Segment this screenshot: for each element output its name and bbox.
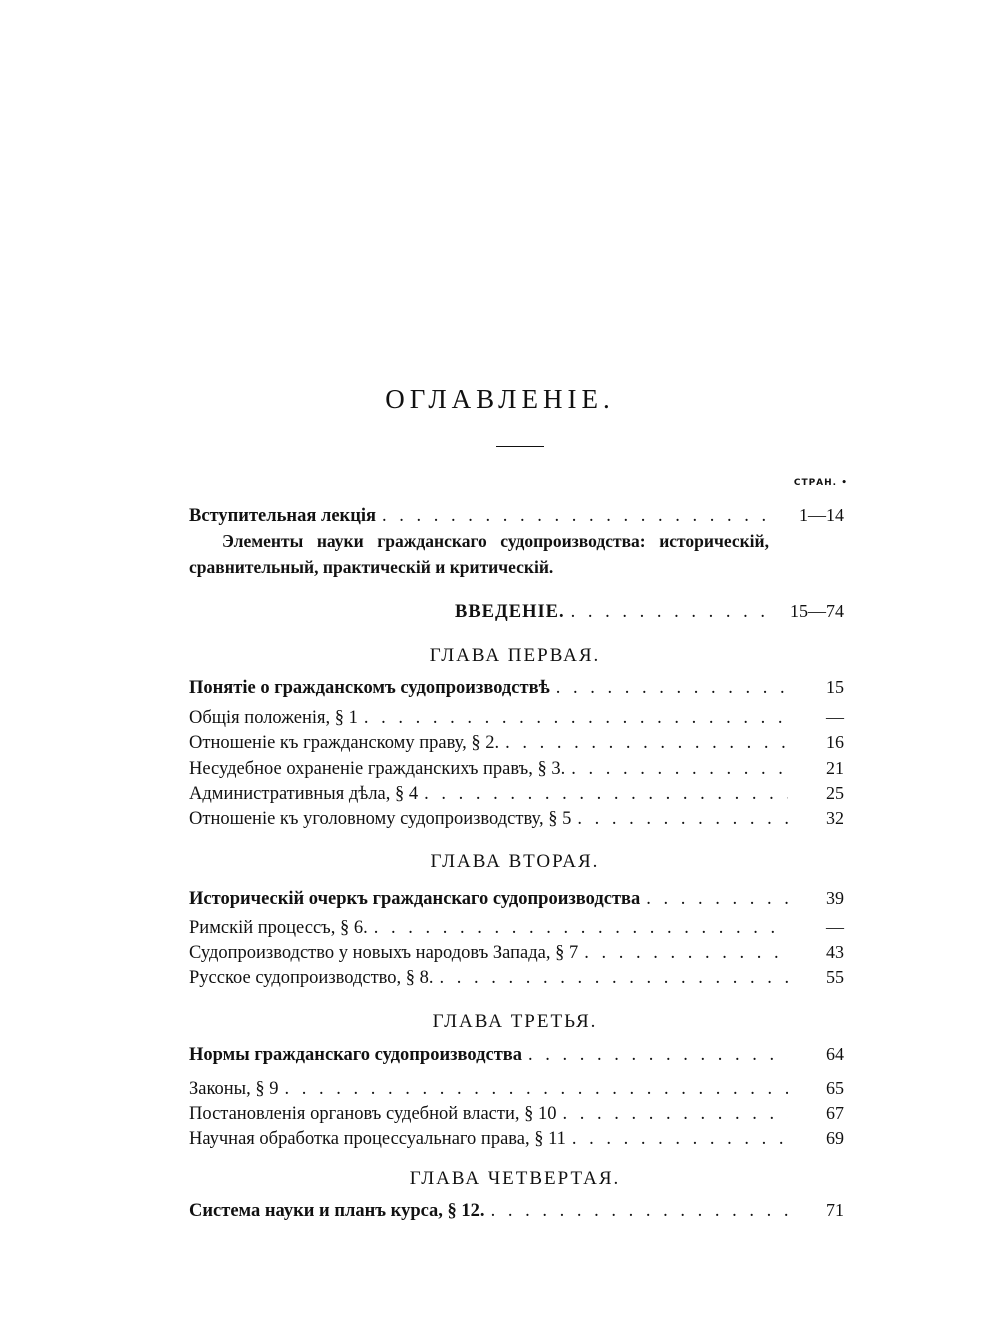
toc-entry-page: 67 — [826, 1103, 844, 1123]
chapter-heading: ГЛАВА ТРЕТЬЯ. — [432, 1011, 598, 1032]
dot-leader — [505, 733, 788, 754]
toc-entry-page: 43 — [826, 942, 844, 962]
dot-leader — [374, 918, 788, 939]
toc-entry-label: Римскій процессъ, § 6. — [189, 918, 368, 938]
chapter-heading: ГЛАВА ВТОРАЯ. — [430, 851, 600, 872]
chapter-heading: ГЛАВА ПЕРВАЯ. — [429, 645, 601, 666]
toc-entry-page: 32 — [826, 808, 844, 828]
page-column-header: СТРАН. • — [793, 478, 848, 488]
toc-entry-label: Историческій очеркъ гражданскаго судопроизводства — [189, 889, 641, 909]
toc-entry-chapter-main[interactable] — [189, 677, 844, 703]
dot-leader — [556, 678, 788, 699]
dot-leader — [364, 708, 788, 729]
toc-entry-page: 69 — [826, 1128, 844, 1148]
toc-entry-label: Законы, § 9 — [189, 1079, 279, 1099]
toc-entry-label: Отношеніе къ гражданскому праву, § 2. — [189, 733, 500, 753]
toc-entry-chapter-main[interactable] — [189, 1200, 844, 1226]
toc-entry[interactable] — [189, 917, 844, 943]
toc-entry-page: 16 — [826, 732, 844, 752]
toc-entry[interactable] — [189, 808, 844, 834]
toc-entry-page: 15—74 — [790, 601, 844, 621]
toc-entry-label: Понятіе о гражданскомъ судопроизводствѣ — [189, 678, 550, 698]
dot-leader — [528, 1045, 788, 1066]
chapter-heading: ГЛАВА ЧЕТВЕРТАЯ. — [409, 1168, 621, 1189]
dot-leader — [424, 784, 788, 805]
dot-leader — [571, 602, 774, 623]
dot-leader — [491, 1201, 788, 1222]
toc-entry[interactable] — [189, 783, 844, 809]
title-divider — [496, 446, 544, 447]
dot-leader — [572, 1129, 788, 1150]
toc-entry[interactable] — [189, 967, 844, 993]
toc-entry[interactable] — [189, 1128, 844, 1154]
toc-entry[interactable] — [189, 707, 844, 733]
toc-entry-label: Постановленія органовъ судебной власти, § 10 — [189, 1104, 557, 1124]
toc-entry-introduction[interactable] — [455, 601, 844, 627]
toc-entry-label: Научная обработка процессуальнаго права, § 11 — [189, 1129, 566, 1149]
toc-entry-label: Общія положенія, § 1 — [189, 708, 358, 728]
toc-entry-label: Административныя дѣла, § 4 — [189, 784, 419, 804]
dot-leader — [571, 759, 788, 780]
toc-entry-page: 65 — [826, 1078, 844, 1098]
toc-entry-label: Вступительная лекція — [189, 506, 377, 526]
page-title: ОГЛАВЛЕНІЕ. — [385, 384, 615, 414]
toc-entry-chapter-main[interactable] — [189, 1044, 844, 1070]
toc-entry-label: ВВЕДЕНІЕ. — [455, 602, 565, 622]
dot-leader — [646, 889, 788, 910]
toc-entry-page: 1—14 — [799, 505, 844, 525]
toc-entry-label: Отношеніе къ уголовному судопроизводству, § 5 — [189, 809, 572, 829]
toc-entry-label: Нормы гражданскаго судопроизводства — [189, 1045, 523, 1065]
toc-entry[interactable] — [189, 1078, 844, 1104]
dot-leader — [440, 968, 788, 989]
dot-leader — [563, 1104, 789, 1125]
toc-entry-page: 39 — [826, 888, 844, 908]
toc-entry-page: 71 — [826, 1200, 844, 1220]
toc-entry-page: 15 — [826, 677, 844, 697]
lecture-description: Элементы науки гражданскаго судопроизводства: историческій, сравнительный, практическій и критическій. — [189, 531, 769, 577]
toc-entry-page: 21 — [826, 758, 844, 778]
dot-leader — [577, 809, 788, 830]
toc-entry-label: Русское судопроизводство, § 8. — [189, 968, 434, 988]
toc-entry-chapter-main[interactable] — [189, 888, 844, 914]
toc-entry-page: 64 — [826, 1044, 844, 1064]
dot-leader — [382, 506, 774, 527]
toc-entry-label: Несудебное охраненіе гражданскихъ правъ, § 3. — [189, 759, 566, 779]
toc-entry[interactable] — [189, 758, 844, 784]
toc-entry-page: — — [826, 707, 844, 727]
toc-entry[interactable] — [189, 942, 844, 968]
toc-entry-page: 25 — [826, 783, 844, 803]
toc-entry-page: 55 — [826, 967, 844, 987]
toc-entry[interactable] — [189, 1103, 844, 1129]
toc-entry[interactable] — [189, 732, 844, 758]
toc-entry-page: — — [826, 917, 844, 937]
dot-leader — [584, 943, 788, 964]
toc-entry-label: Система науки и планъ курса, § 12. — [189, 1201, 485, 1221]
dot-leader — [284, 1079, 788, 1100]
toc-entry-label: Судопроизводство у новыхъ народовъ Запада, § 7 — [189, 943, 579, 963]
